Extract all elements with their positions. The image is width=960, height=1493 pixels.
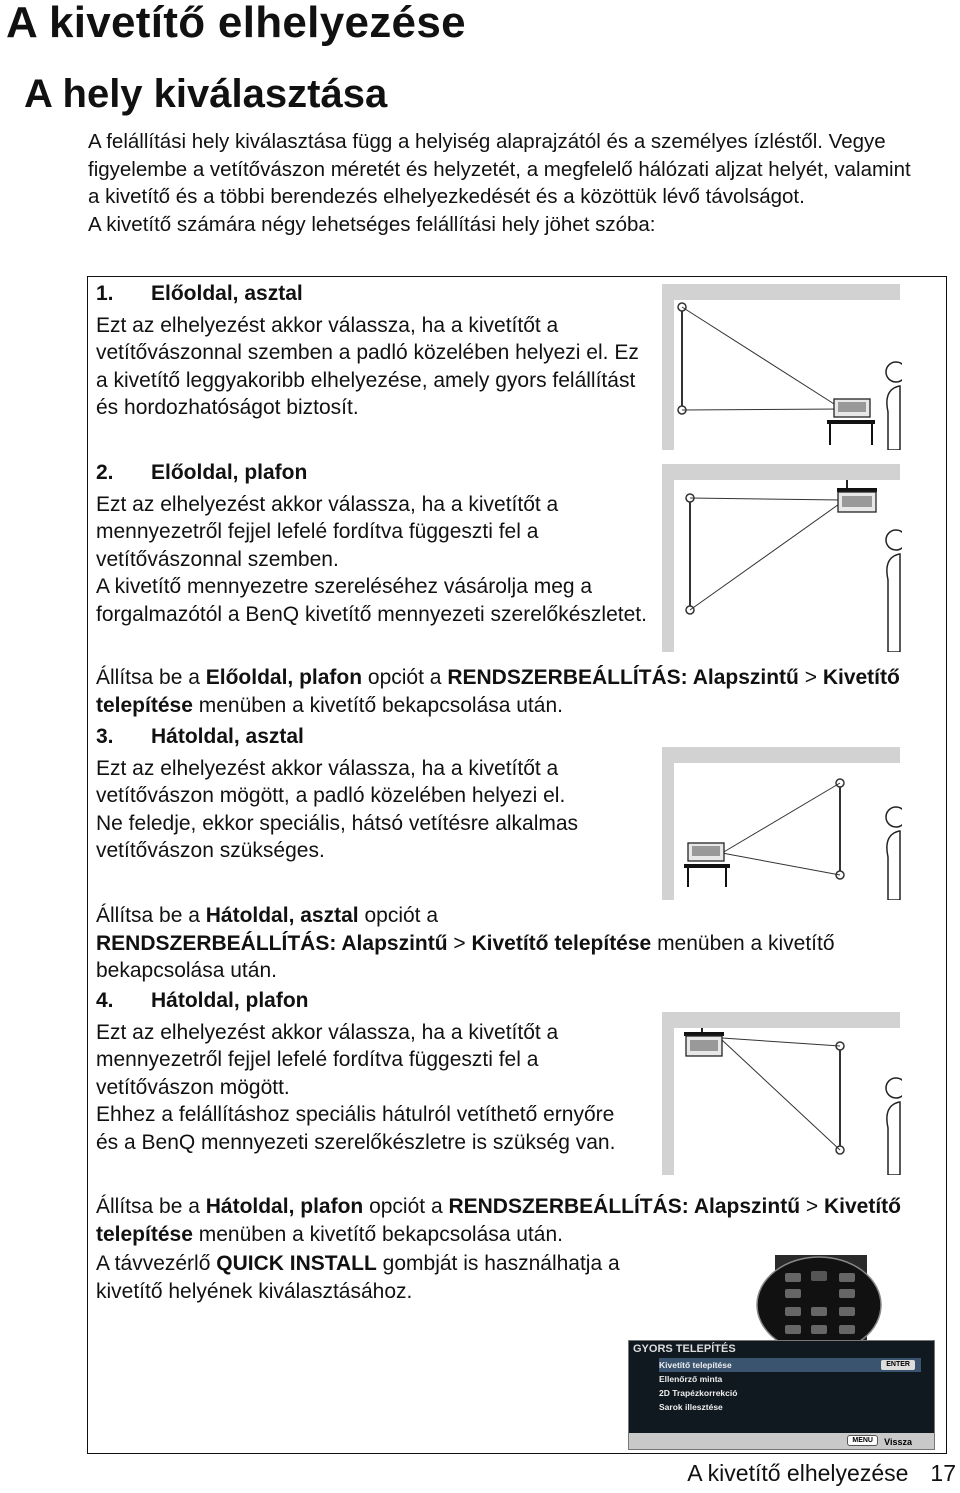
osd-item-label: Kivetítő telepítése [659, 1360, 732, 1370]
osd-title: GYORS TELEPÍTÉS [633, 1343, 736, 1355]
text: gombját is használhatja a kivetítő helyének kiválasztásához. [96, 1252, 620, 1303]
rear-ceiling-illustration [662, 1010, 902, 1175]
text: > [800, 1195, 824, 1218]
text: > [798, 666, 823, 689]
rear-table-illustration [662, 745, 902, 900]
osd-menu-item [659, 1386, 921, 1400]
text: menüben a kivetítő bekapcsolása után. [192, 1222, 563, 1246]
enter-key-badge: ENTER [881, 1360, 915, 1370]
option-heading [96, 459, 656, 487]
page-footer [687, 1460, 956, 1487]
intro-paragraph: A felállítási hely kiválasztása függ a helyiség alaprajzától és a személyes ízléstől. Vegye figyelembe a vetítővászon méretét és helyzetét, a megfelelő hálózati aljzat helyét, valamint a kivetítő és a többi berendezés elhelyezkedését és a közöttük lévő távolságot. [88, 130, 911, 208]
menu-item-name: Kivetítő telepítése [96, 666, 900, 717]
option-number: 1. [96, 282, 114, 305]
button-name: QUICK INSTALL [216, 1252, 377, 1275]
menu-name: RENDSZERBEÁLLÍTÁS: Alapszintű [96, 931, 448, 955]
osd-item-label: Sarok illesztése [659, 1402, 723, 1412]
option-note: Ehhez a felállításhoz speciális hátulról vetíthető ernyőre és a BenQ mennyezeti szerelőkészletre is szükség van. [96, 1103, 616, 1154]
option-title: Hátoldal, asztal [151, 725, 304, 748]
option-front-ceiling [96, 459, 656, 628]
text: menüben a kivetítő bekapcsolása után. [192, 693, 563, 717]
option-description: Ezt az elhelyezést akkor válassza, ha a kivetítőt a vetítővászonnal szemben a padló közelében helyezi el. Ez a kivetítő leggyakoribb elhelyezése, amely gyors felállítást és hordozhatóságot biztosít. [96, 313, 639, 419]
text: A távvezérlő [96, 1252, 217, 1275]
option-heading [96, 723, 656, 751]
osd-menu-item [659, 1358, 921, 1372]
text: opciót a [358, 904, 439, 927]
menu-item-name: Kivetítő telepítése [471, 931, 652, 955]
footer-chapter: A kivetítő elhelyezése [687, 1460, 909, 1486]
option-setting-instruction [96, 1193, 942, 1248]
text: opciót a [362, 666, 448, 689]
option-description: Ezt az elhelyezést akkor válassza, ha a kivetítőt a mennyezetről fejjel lefelé fordítva függeszti fel a vetítővászonnal szemben. [96, 492, 559, 571]
front-ceiling-illustration [662, 462, 902, 652]
text: menüben a kivetítő bekapcsolása után. [96, 931, 835, 982]
setting-line [96, 1193, 942, 1248]
intro-lead: A kivetítő számára négy lehetséges felállítási hely jöhet szóba: [88, 212, 656, 236]
option-heading [96, 987, 656, 1015]
option-note: A kivetítő mennyezetre szereléséhez vásárolja meg a forgalmazótól a BenQ kivetítő mennyezeti szerelőkészletet. [96, 575, 647, 626]
option-setting-instruction [96, 664, 942, 719]
osd-menu-item [659, 1372, 921, 1386]
option-name: Hátoldal, plafon [205, 1195, 364, 1218]
setting-line [96, 664, 942, 719]
option-title: Előoldal, plafon [151, 461, 308, 484]
back-label: Vissza [884, 1437, 912, 1447]
quick-install-osd-menu [628, 1340, 935, 1450]
menu-key-badge: MENU [847, 1435, 878, 1446]
option-rear-ceiling [96, 987, 656, 1156]
option-rear-table [96, 723, 656, 865]
text: > [447, 931, 472, 955]
section-title: A hely kiválasztása [24, 72, 388, 116]
osd-item-label: Ellenőrző minta [659, 1374, 723, 1384]
intro-text [88, 128, 918, 238]
option-title: Hátoldal, plafon [151, 989, 309, 1012]
text: opciót a [363, 1195, 449, 1218]
option-number: 2. [96, 461, 114, 484]
osd-item-label: 2D Trapézkorrekció [659, 1388, 738, 1398]
option-name: Hátoldal, asztal [205, 904, 359, 927]
option-title: Előoldal, asztal [151, 282, 303, 305]
option-front-table [96, 280, 656, 422]
menu-name: RENDSZERBEÁLLÍTÁS: Alapszintű [447, 666, 799, 689]
front-table-illustration [662, 282, 902, 450]
option-setting-instruction [96, 902, 942, 985]
option-number: 4. [96, 989, 114, 1012]
text: Állítsa be a [96, 904, 206, 927]
osd-footer [629, 1433, 934, 1449]
text: Állítsa be a [96, 666, 206, 689]
option-description: Ezt az elhelyezést akkor válassza, ha a kivetítőt a mennyezetről fejjel lefelé fordítva függeszti fel a vetítővászon mögött. [96, 1020, 559, 1099]
osd-menu-item [659, 1400, 921, 1414]
page-number: 17 [930, 1460, 956, 1486]
option-description: Ezt az elhelyezést akkor válassza, ha a kivetítőt a vetítővászon mögött, a padló közelében helyezi el. [96, 756, 566, 807]
setting-line [96, 902, 942, 985]
quick-install-line [96, 1250, 656, 1305]
page-title: A kivetítő elhelyezése [6, 0, 466, 47]
option-heading [96, 280, 656, 308]
text: Állítsa be a [96, 1195, 206, 1218]
menu-name: RENDSZERBEÁLLÍTÁS: Alapszintű [448, 1195, 801, 1218]
option-number: 3. [96, 725, 114, 748]
option-note: Ne feledje, ekkor speciális, hátsó vetítésre alkalmas vetítővászon szükséges. [96, 811, 579, 862]
quick-install-note [96, 1250, 656, 1305]
option-name: Előoldal, plafon [205, 666, 363, 689]
menu-item-name: Kivetítő telepítése [96, 1195, 901, 1246]
